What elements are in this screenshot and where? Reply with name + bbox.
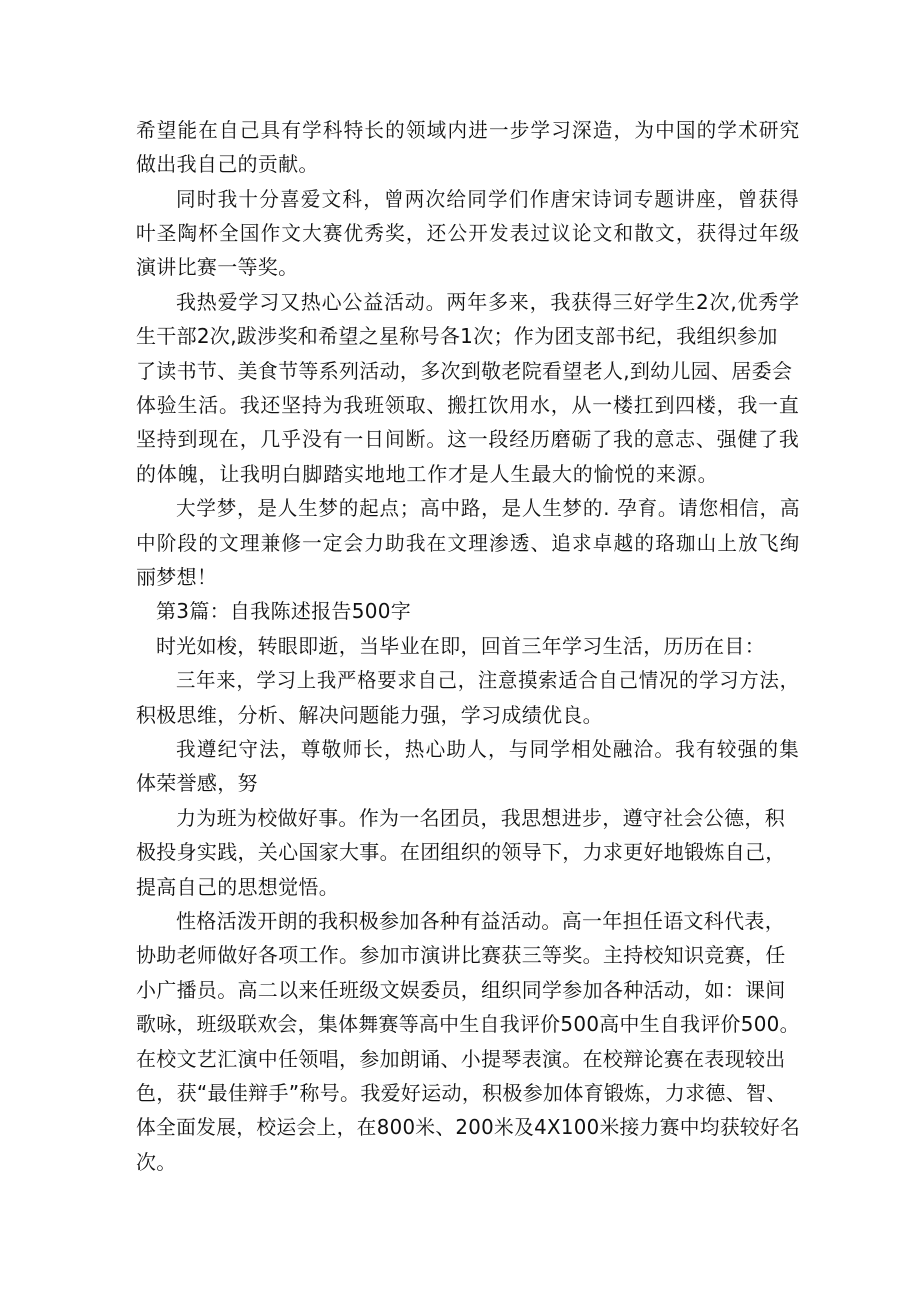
text-line: 的体魄，让我明白脚踏实地地工作才是人生最大的愉悦的来源。: [136, 462, 719, 486]
text-line: 在校文艺汇演中任领唱，参加朗诵、小提琴表演。在校辩论赛在表现较出: [136, 1047, 786, 1071]
text-line: 性格活泼开朗的我积极参加各种有益活动。高一年担任语文科代表，: [176, 909, 785, 933]
text-line: 三年来，学习上我严格要求自己，注意摸索适合自己情况的学习方法，: [176, 668, 800, 692]
text-line: 丽梦想！: [136, 565, 218, 589]
text-line: 我遵纪守法，尊敬师长，热心助人，与同学相处融洽。我有较强的集: [176, 737, 800, 761]
text-line: 体全面发展，校运会上，在800米、200米及4X100米接力赛中均获较好名: [136, 1115, 801, 1139]
text-line: 体荣誉感，努: [136, 771, 258, 795]
text-line: 演讲比赛一等奖。: [136, 255, 299, 279]
text-line: 了读书节、美食节等系列活动，多次到敬老院看望老人,到幼儿园、居委会: [136, 359, 793, 383]
text-line: 同时我十分喜爱文科，曾两次给同学们作唐宋诗词专题讲座，曾获得: [176, 187, 800, 211]
text-line: 时光如梭，转眼即逝，当毕业在即，回首三年学习生活，历历在目：: [156, 634, 765, 658]
text-line: 坚持到现在，几乎没有一日间断。这一段经历磨砺了我的意志、强健了我: [136, 427, 800, 451]
text-line: 做出我自己的贡献。: [136, 152, 319, 176]
text-line: 歌咏，班级联欢会，集体舞赛等高中生自我评价500高中生自我评价500。: [136, 1012, 800, 1036]
text-line: 力为班为校做好事。作为一名团员，我思想进步，遵守社会公德，积: [176, 806, 785, 830]
text-line: 我热爱学习又热心公益活动。两年多来，我获得三好学生2次,优秀学: [176, 290, 800, 314]
text-line: 大学梦，是人生梦的起点；高中路，是人生梦的. 孕育。请您相信，高: [176, 496, 801, 520]
text-line: 生干部2次,跋涉奖和希望之星称号各1次；作为团支部书纪，我组织参加: [136, 324, 778, 348]
section-heading: 第3篇：自我陈述报告500字: [156, 599, 412, 623]
text-line: 小广播员。高二以来任班级文娱委员，组织同学参加各种活动，如：课间: [136, 978, 786, 1002]
text-line: 色，获“最佳辩手”称号。我爱好运动，积极参加体育锻炼，力求德、智、: [136, 1081, 787, 1105]
text-line: 提高自己的思想觉悟。: [136, 875, 339, 899]
text-line: 积极思维，分析、解决问题能力强，学习成绩优良。: [136, 703, 603, 727]
text-line: 叶圣陶杯全国作文大赛优秀奖，还公开发表过议论文和散文，获得过年级: [136, 221, 801, 245]
text-line: 中阶段的文理兼修一定会力助我在文理渗透、追求卓越的珞珈山上放飞绚: [136, 531, 801, 555]
text-line: 协助老师做好各项工作。参加市演讲比赛获三等奖。主持校知识竞赛，任: [136, 943, 786, 967]
text-line: 极投身实践，关心国家大事。在团组织的领导下，力求更好地锻炼自己，: [136, 840, 786, 864]
text-line: 希望能在自己具有学科特长的领域内进一步学习深造，为中国的学术研究: [136, 118, 801, 142]
text-line: 次。: [136, 1150, 177, 1174]
text-line: 体验生活。我还坚持为我班领取、搬扛饮用水，从一楼扛到四楼，我一直: [136, 393, 800, 417]
